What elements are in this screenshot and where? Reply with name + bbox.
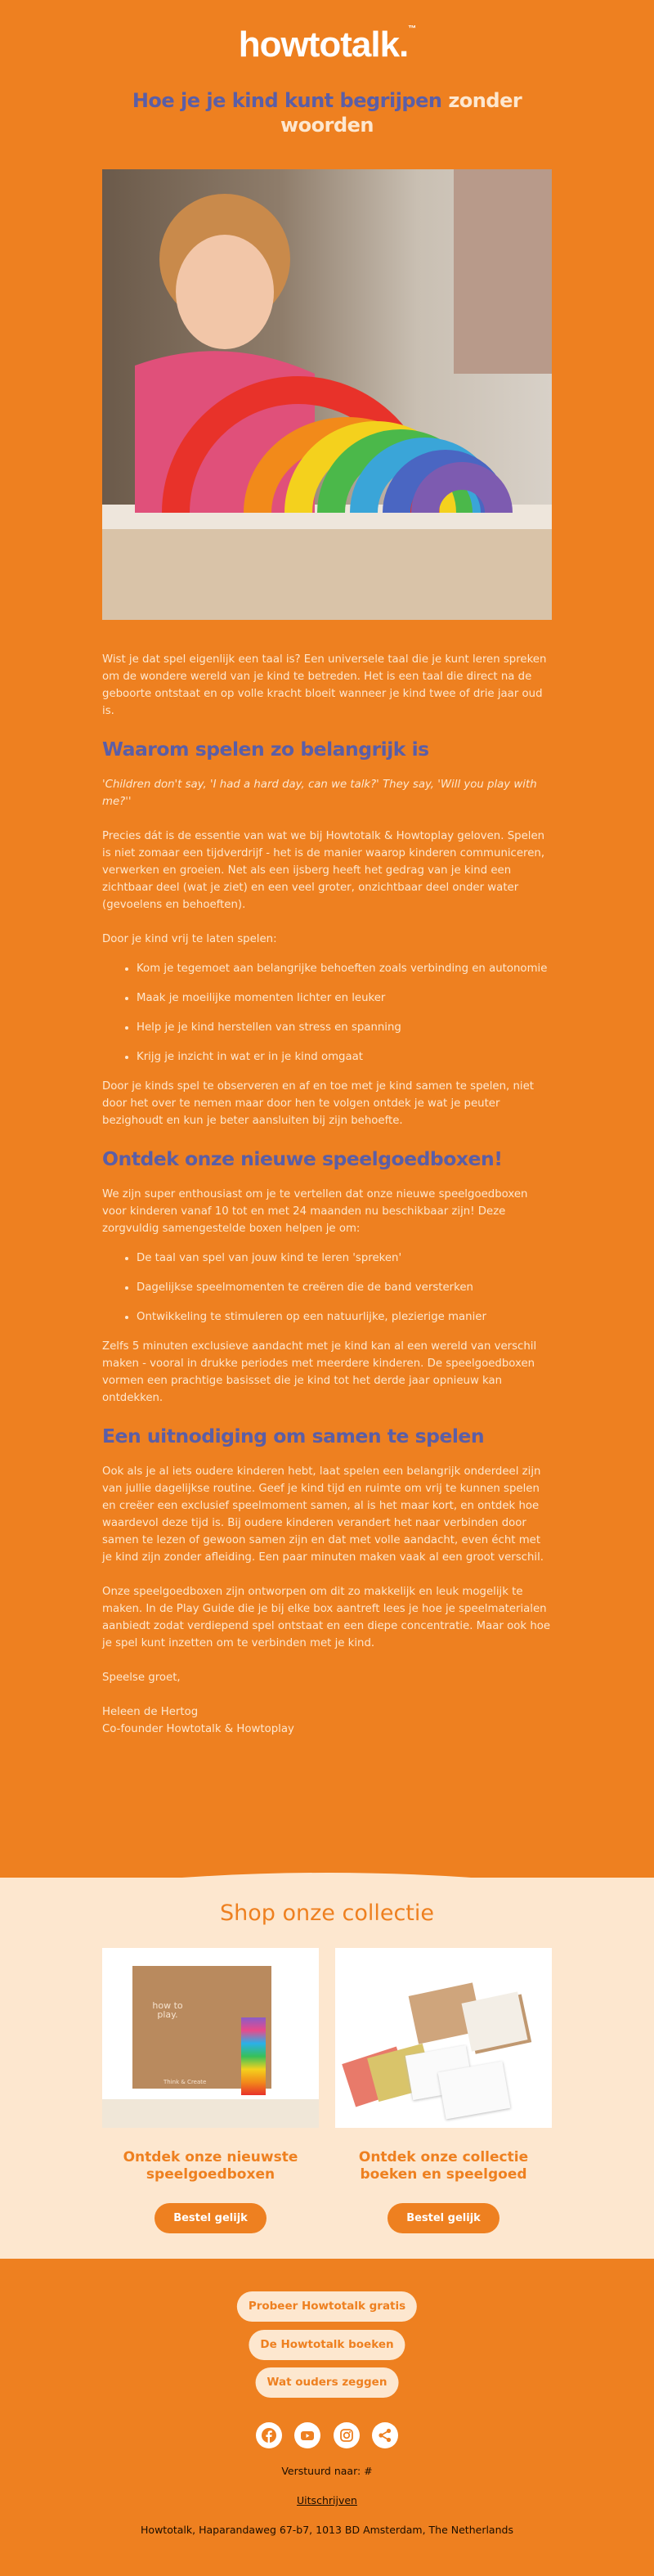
toybox-list: [137, 1250, 552, 1326]
title-rest: zonder woorden: [280, 89, 522, 137]
product-card-books: [335, 1948, 552, 2233]
paragraph: Ook als je al iets oudere kinderen hebt, laat spelen een belangrijk onderdeel zijn van jullie dagelijkse routine. Geef je kind tijd en ruimte om vrij te kunnen spelen en creëer een exclusief speelmoment samen, al is het maar kort, en ontdek hoe waardevol deze tijd is. Bij oudere kinderen verandert het naar verbinden door samen te lezen of gewoon samen zijn en dat met volle aandacht, even écht met je kind zijn zonder afleiding. Een paar minuten maken vaak al een groot verschil.: [102, 1465, 544, 1564]
paragraph: We zijn super enthousiast om je te vertellen dat onze nieuwe speelgoedboxen voor kinderen vanaf 10 tot en met 24 maanden nu beschikbaar zijn! Deze zorgvuldig samengestelde boxen helpen je om:: [102, 1188, 528, 1235]
shop-section: [0, 1878, 654, 2259]
hero-image-child-rainbow: [102, 169, 552, 620]
trademark: ™: [408, 25, 416, 34]
list-item: • Maak je moeilijke momenten lichter en leuker: [137, 990, 552, 1007]
quote: 'Children don't say, 'I had a hard day, can we talk?' They say, 'Will you play with me?'': [102, 779, 537, 808]
heading-toyboxes: Ontdek onze nieuwe speelgoedboxen!: [102, 1147, 503, 1170]
toybox-image[interactable]: [102, 1948, 319, 2128]
company-address: Howtotalk, Haparandaweg 67-b7, 1013 BD Amsterdam, The Netherlands: [141, 2524, 513, 2536]
paragraph: Precies dát is de essentie van wat we bij Howtotalk & Howtoplay geloven. Spelen is niet zomaar een tijdverdrijf - het is de manier waarop kinderen communiceren, verwerken en groeien. Net als een ijsberg heeft het gedrag van je kind een zichtbaar deel (wat je ziet) en een veel groter, onzichtbaar deel onder water (gevoelens en behoeften).: [102, 830, 545, 911]
heading-why-play: Waarom spelen zo belangrijk is: [102, 738, 429, 761]
product-card-toyboxes: [102, 1948, 319, 2233]
list-item: • Kom je tegemoet aan belangrijke behoeften zoals verbinding en autonomie: [137, 960, 552, 977]
social-links: [0, 2422, 654, 2448]
shop-title: Shop onze collectie: [219, 1901, 434, 1926]
list-item: • Help je je kind herstellen van stress en spanning: [137, 1019, 552, 1036]
card-title: Ontdek onze nieuwste speelgoedboxen: [123, 2149, 298, 2183]
box-label: Think & Create: [164, 2079, 207, 2085]
what-parents-say-button[interactable]: Wat ouders zeggen: [256, 2367, 399, 2398]
heading-invitation: Een uitnodiging om samen te spelen: [102, 1425, 485, 1447]
youtube-icon[interactable]: [294, 2422, 320, 2448]
howtotalk-logo[interactable]: [0, 25, 654, 65]
paragraph: Door je kinds spel te observeren en af en toe met je kind samen te spelen, niet door het over te nemen maar door hen te volgen ontdek je wat je peuter bezighoudt en kun je beter aansluiten bij zijn behoefte.: [102, 1080, 534, 1127]
facebook-icon[interactable]: [256, 2422, 282, 2448]
share-icon[interactable]: [372, 2422, 398, 2448]
list-item: • Dagelijkse speelmomenten te creëren die de band versterken: [137, 1279, 552, 1296]
order-now-button[interactable]: Bestel gelijk: [155, 2203, 267, 2233]
greeting: Speelse groet,: [102, 1672, 181, 1684]
order-now-button[interactable]: Bestel gelijk: [387, 2203, 499, 2233]
list-item: • Ontwikkeling te stimuleren op een natuurlijke, plezierige manier: [137, 1308, 552, 1326]
signature-role: Co-founder Howtotalk & Howtoplay: [102, 1723, 294, 1735]
list-item: • Krijg je inzicht in wat er in je kind omgaat: [137, 1048, 552, 1066]
list-item: • De taal van spel van jouw kind te leren 'spreken': [137, 1250, 552, 1267]
unsubscribe-link[interactable]: Uitschrijven: [297, 2494, 357, 2506]
paragraph: Zelfs 5 minuten exclusieve aandacht met je kind kan al een wereld van verschil maken - vooral in drukke periodes met meerdere kinderen. De speelgoedboxen vormen een prachtige basisset die je kind tot het derde jaar opnieuw kan ontdekken.: [102, 1340, 537, 1404]
intro-paragraph: Wist je dat spel eigenlijk een taal is? Een universele taal die je kunt leren spreken om de wondere wereld van je kind te betreden. Het is een taal die direct na de geboorte ontstaat en op volle kracht bloeit wanneer je kind twee of drie jaar oud is.: [102, 653, 547, 717]
instagram-icon[interactable]: [334, 2422, 360, 2448]
sent-to-text: Verstuurd naar: #: [281, 2465, 373, 2477]
howtotalk-books-button[interactable]: De Howtotalk boeken: [249, 2330, 405, 2360]
card-title: Ontdek onze collectie boeken en speelgoed: [358, 2149, 529, 2183]
logo-text: howtotalk.: [238, 25, 409, 65]
benefits-list: [137, 960, 552, 1066]
box-logo-text: how to play.: [152, 2000, 183, 2020]
paragraph: Onze speelgoedboxen zijn ontworpen om dit zo makkelijk en leuk mogelijk te maken. In de Play Guide die je bij elke box aantreft lees je hoe je speelmaterialen aanbiedt zodat verdiepend spel ontstaat en een diepe concentratie. Maar ook hoe je spel kunt inzetten om te verbinden met je kind.: [102, 1586, 551, 1649]
paragraph: Door je kind vrij te laten spelen:: [102, 933, 277, 945]
title-highlight: Hoe je je kind kunt begrijpen: [132, 89, 442, 112]
try-howtotalk-free-button[interactable]: Probeer Howtotalk gratis: [237, 2291, 417, 2322]
cards-game-image[interactable]: [335, 1948, 552, 2128]
signature-name: Heleen de Hertog: [102, 1706, 199, 1718]
email-body: [102, 651, 552, 1738]
page-title: [123, 88, 531, 137]
